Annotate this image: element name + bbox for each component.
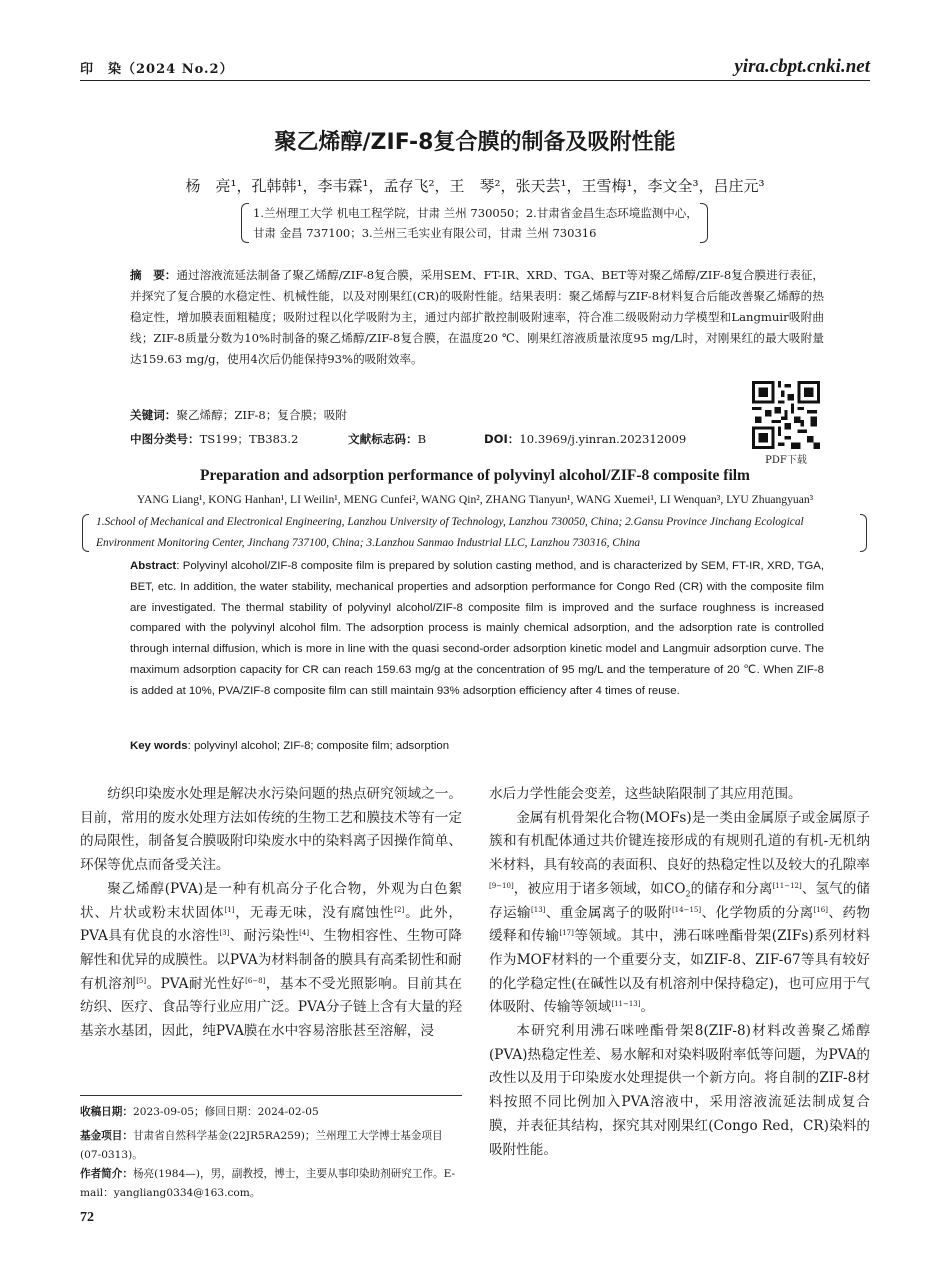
authors-chinese: 杨 亮¹，孔韩韩¹，李韦霖¹，孟存飞²，王 琴²，张天芸¹，王雪梅¹，李文全³，吕庄元³ [185, 177, 765, 195]
clc-value: TS199；TB383.2 [199, 432, 299, 446]
clc-label: 中图分类号： [130, 432, 200, 446]
qr-code-icon[interactable] [752, 381, 820, 449]
body-column-left [80, 783, 462, 1044]
citation-ref[interactable]: [17] [559, 929, 574, 938]
affiliation-chinese: 1.兰州理工大学 机电工程学院，甘肃 兰州 730050；2.甘肃省金昌生态环境监测中心，甘肃 金昌 737100；3.兰州三毛实业有限公司，甘肃 兰州 730316 [253, 206, 698, 240]
footnote-author: 作者简介：杨亮(1984—)，男，副教授，博士，主要从事印染助剂研究工作。E-mail：yangliang0334@163.com。 [80, 1168, 456, 1199]
header-rule [80, 80, 870, 81]
pdf-download-label[interactable]: PDF下载 [765, 455, 807, 466]
citation-ref[interactable]: [9−10] [489, 881, 514, 890]
citation-ref[interactable]: [16] [813, 905, 828, 914]
authors-english: YANG Liang¹, KONG Hanhan¹, LI Weilin¹, MENG Cunfei², WANG Qin², ZHANG Tianyun¹, WANG Xuemei¹, LI Wenquan³, LYU Zhuangyuan³ [136, 493, 814, 506]
body-paragraph: 水后力学性能会变差，这些缺陷限制了其应用范围。 [489, 786, 802, 802]
doi-field[interactable] [484, 431, 686, 447]
citation-ref[interactable]: [5] [136, 976, 147, 985]
keywords-cn-label: 关键词： [130, 408, 177, 422]
body-paragraph: 本研究利用沸石咪唑酯骨架8(ZIF-8)材料改善聚乙烯醇(PVA)热稳定性差、易水解和对染料吸附率低等问题，为PVA的改性以及用于印染废水处理提供一个新方向。将自制的ZIF-8材料按照不同比例加入PVA溶液中，采用溶液流延法制成复合膜，并表征其结构，探究其对刚果红(Congo Red，CR)染料的吸附性能。 [489, 1023, 870, 1158]
citation-ref[interactable]: [14−15] [671, 905, 702, 914]
citation-ref[interactable]: [13] [531, 905, 546, 914]
abstract-english [130, 556, 824, 702]
abstract-en-text: : Polyvinyl alcohol/ZIF-8 composite film is prepared by solution casting method, and is characterized by SEM, FT-IR, XRD, TGA, BET, etc. In addition, the water stability, mechanical properties and adsorption performance for Congo Red (CR) with the composite film are investigated. The thermal stability of polyvinyl alcohol/ZIF-8 composite film is improved and the surface roughness is increased compared with the polyvinyl alcohol film. The adsorption process is mainly chemical adsorption, and the adsorption rate is controlled through internal diffusion, which is more in line with the quasi second-order adsorption kinetic model and Langmuir adsorption curve. The maximum adsorption capacity for CR can reach 159.63 mg/g at the concentration of 95 mg/L and the temperature of 20 ℃. When ZIF-8 is added at 10%, PVA/ZIF-8 composite film can still maintain 93% adsorption efficiency after 4 times of reuse. [130, 560, 824, 697]
footnote-received: 收稿日期：2023-09-05；修回日期：2024-02-05 [80, 1106, 319, 1118]
citation-ref[interactable]: [4] [299, 929, 310, 938]
page-number: 72 [80, 1210, 94, 1225]
body-paragraph: 聚乙烯醇(PVA)是一种有机高分子化合物，外观为白色絮状、片状或粉末状固体[1]，无毒无味，没有腐蚀性[2]。此外，PVA具有优良的水溶性[3]、耐污染性[4]、生物相容性、生物可降解性和优异的成膜性。以PVA为材料制备的膜具有高柔韧性和耐有机溶剂[5]。PVA耐光性好[6−8]，基本不受光照影响。目前其在纺织、医疗、食品等行业应用广泛。PVA分子链上含有大量的羟基亲水基团，因此，纯PVA膜在水中容易溶胀甚至溶解，浸 [80, 880, 463, 1040]
abstract-cn-label: 摘 要： [130, 268, 177, 282]
doc-code-field [348, 431, 484, 447]
keywords-cn-text: 聚乙烯醇；ZIF-8；复合膜；吸附 [176, 408, 347, 422]
affiliation-en-brace-left [82, 514, 89, 552]
citation-ref[interactable]: [2] [394, 905, 405, 914]
abstract-chinese [130, 265, 824, 370]
journal-website[interactable]: yira.cbpt.cnki.net [734, 56, 870, 77]
keywords-en-text: : polyvinyl alcohol; ZIF-8; composite film; adsorption [187, 740, 450, 752]
citation-ref[interactable]: [11−13] [611, 1000, 641, 1009]
body-paragraph: 金属有机骨架化合物(MOFs)是一类由金属原子或金属原子簇和有机配体通过共价键连接形成的有规则孔道的有机-无机纳米材料，具有较高的表面积、良好的热稳定性以及较大的孔隙率[9−10]，被应用于诸多领域，如$CO_2$的储存和分离[11−12]、氢气的储存运输[13]、重金属离子的吸附[14−15]、化学物质的分离[16]、药物缓释和传输[17]等领域。其中，沸石咪唑酯骨架(ZIFs)系列材料作为MOF材料的一个重要分支，如ZIF-8、ZIF-67等具有较好的化学稳定性(在碱性以及有机溶剂中保持稳定)，也可应用于气体吸附、传输等领域[11−13]。 [489, 809, 871, 1016]
affiliation-brace-right [700, 203, 708, 243]
abstract-cn-text: 通过溶液流延法制备了聚乙烯醇/ZIF-8复合膜，采用SEM、FT-IR、XRD、TGA、BET等对聚乙烯醇/ZIF-8复合膜进行表征，并探究了复合膜的水稳定性、机械性能，以及对刚果红(CR)的吸附性能。结果表明：聚乙烯醇与ZIF-8材料复合后能改善聚乙烯醇的热稳定性，增加膜表面粗糙度；吸附过程以化学吸附为主，通过内部扩散控制吸附速率，符合准二级吸附动力学模型和Langmuir吸附曲线；ZIF-8质量分数为10%时制备的聚乙烯醇/ZIF-8复合膜，在温度20 ℃、刚果红溶液质量浓度95 mg/L时，对刚果红的最大吸附量达159.63 mg/g，使用4次后仍能保持93%的吸附效率。 [130, 268, 824, 366]
keywords-english [130, 740, 824, 752]
body-column-right [489, 783, 870, 1162]
citation-ref[interactable]: [11−12] [772, 881, 802, 890]
keywords-en-label: Key words [130, 740, 188, 752]
doi-label: DOI： [484, 432, 520, 446]
footnote-rule [80, 1095, 462, 1096]
citation-ref[interactable]: [6−8] [245, 976, 266, 985]
title-chinese: 聚乙烯醇/ZIF-8复合膜的制备及吸附性能 [274, 130, 676, 155]
classification-line [130, 431, 750, 447]
clc-field [130, 431, 348, 447]
keywords-chinese [130, 407, 347, 423]
footnote-fund: 基金项目：甘肃省自然科学基金(22JR5RA259)；兰州理工大学博士基金项目(07-0313)。 [80, 1130, 443, 1161]
body-paragraph: 纺织印染废水处理是解决水污染问题的热点研究领域之一。目前，常用的废水处理方法如传统的生物工艺和膜技术等有一定的局限性，制备复合膜吸附印染废水中的染料离子因操作简单、环保等优点而备受关注。 [80, 786, 462, 874]
affiliation-en-brace-right [860, 514, 867, 552]
title-english: Preparation and adsorption performance of polyvinyl alcohol/ZIF-8 composite film [200, 467, 750, 484]
doc-code-value: B [417, 432, 427, 446]
doi-value[interactable]: 10.3969/j.yinran.202312009 [519, 432, 687, 446]
citation-ref[interactable]: [3] [219, 929, 230, 938]
running-header [80, 58, 870, 80]
abstract-en-label: Abstract [130, 560, 177, 572]
journal-issue: 印 染（2024 No.2） [80, 62, 234, 77]
citation-ref[interactable]: [1] [224, 905, 235, 914]
doc-code-label: 文献标志码： [348, 432, 418, 446]
affiliation-english: 1.School of Mechanical and Electronical Engineering, Lanzhou University of Technology, Lanzhou 730050, China; 2.Gansu Province Jinchang Ecological Environment Monitoring Center, Jinchang 737100, China; 3.Lanzhou Sanmao Industrial LLC, Lanzhou 730316, China [96, 516, 804, 549]
